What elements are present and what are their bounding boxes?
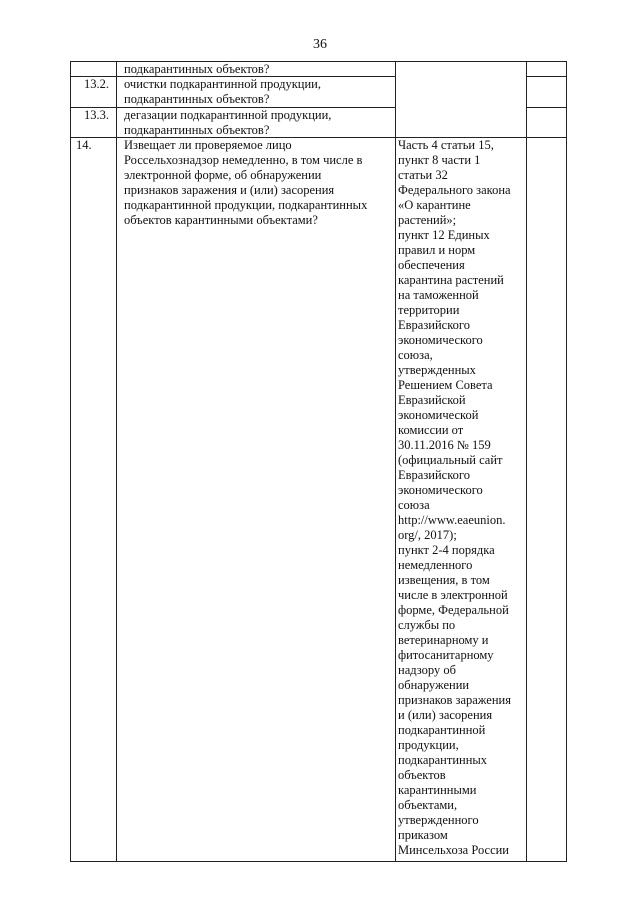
question-text: подкарантинных объектов? — [124, 62, 270, 76]
table-rule — [566, 61, 567, 862]
table-rule — [70, 61, 71, 862]
question-text: очистки подкарантинной продукции, подкарантинных объектов? — [124, 77, 321, 106]
row-number: 13.2. — [84, 77, 109, 91]
page-number: 36 — [313, 37, 327, 52]
row-number: 14. — [76, 138, 92, 152]
question-text: Извещает ли проверяемое лицо Россельхознадзор немедленно, в том числе в электронной форме, об обнаружении признаков заражения и (или) засорения подкарантинной продукции, подкарантинных объектов карантинными объектами? — [124, 138, 368, 227]
row-number: 13.3. — [84, 108, 109, 122]
table-rule — [526, 107, 567, 108]
table-rule — [116, 61, 117, 862]
table-rule — [395, 61, 396, 862]
table-rule — [70, 861, 567, 862]
table-rule — [526, 61, 527, 862]
table-rule — [526, 76, 567, 77]
question-text: дегазации подкарантинной продукции, подкарантинных объектов? — [124, 108, 332, 137]
legal-reference-text: Часть 4 статьи 15, пункт 8 части 1 статьи 32 Федерального закона «О карантине растений»; пункт 12 Единых правил и норм обеспечения карантина растений на таможенной территории Евразийского экономического союза, утвержденных Решением Совета Евразийской экономической комиссии от 30.11.2016 № 159 (официальный сайт Евразийского экономического союза http://www.eaeunion. org/, 2017); пункт 2-4 порядка немедленного извещения, в том числе в электронной форме, Федеральной службы по ветеринарному и фитосанитарному надзору об обнаружении признаков заражения и (или) засорения подкарантинной продукции, подкарантинных объектов карантинными объектами, утвержденного приказом Минсельхоза России — [398, 138, 511, 857]
